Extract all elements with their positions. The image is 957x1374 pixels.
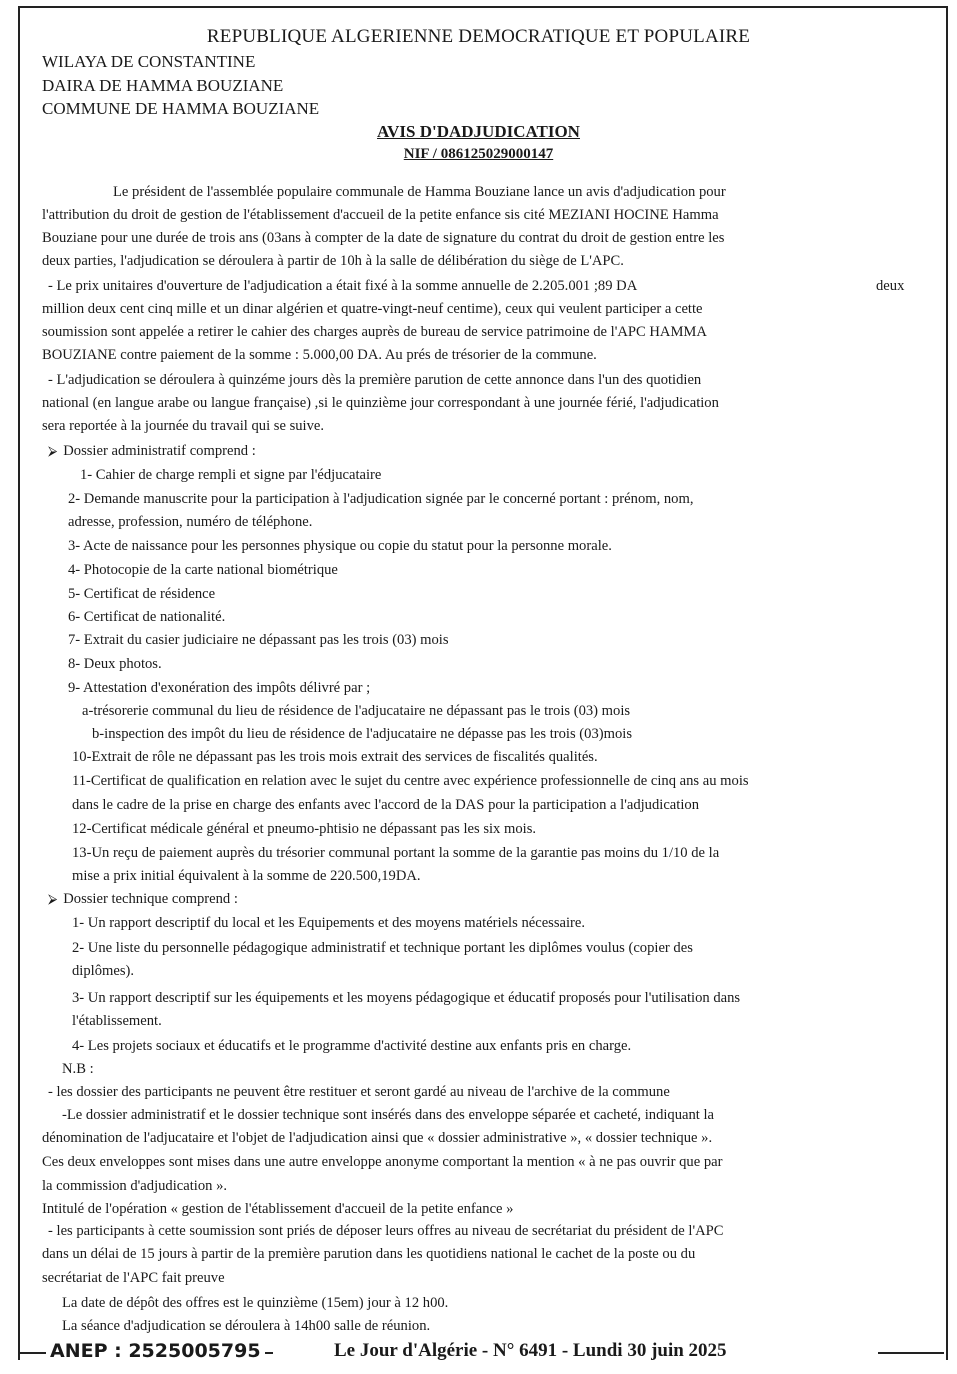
admin-item: 2- Demande manuscrite pour la participation à l'adjudication signée par le concerné portant : prénom, nom,: [68, 491, 694, 507]
nb-line: Ces deux enveloppes sont mises dans une autre enveloppe anonyme comportant la mention « à ne pas ouvrir que par: [42, 1154, 723, 1170]
daira-line: DAIRA DE HAMMA BOUZIANE: [42, 76, 284, 95]
wilaya-line: WILAYA DE CONSTANTINE: [42, 52, 256, 71]
price-line: - Le prix unitaires d'ouverture de l'adjudication a était fixé à la somme annuelle de 2.205.001 ;89 DA: [48, 278, 638, 294]
arrow-bullet-icon: ⮚: [48, 891, 58, 906]
commune-line: COMMUNE DE HAMMA BOUZIANE: [42, 99, 320, 118]
admin-item: 5- Certificat de résidence: [68, 586, 216, 602]
intro-line: deux parties, l'adjudication se déroulera à partir de 10h à la salle de délibération du siège de L'APC.: [42, 253, 624, 269]
footer-rule-left: [18, 1352, 48, 1354]
admin-item: 11-Certificat de qualification en relation avec le sujet du centre avec expérience professionnelle de cinq ans au mois: [72, 773, 749, 789]
admin-subitem: b-inspection des impôt du lieu de résidence de l'adjucataire ne dépasse pas les trois (03)mois: [92, 726, 633, 742]
intro-line: l'attribution du droit de gestion de l'établissement d'accueil de la petite enfance sis cité MEZIANI HOCINE Hamma: [42, 207, 719, 223]
anep-reference: ANEP : 2525005795: [46, 1340, 265, 1362]
nb-line: Intitulé de l'opération « gestion de l'établissement d'accueil de la petite enfance »: [42, 1201, 514, 1217]
admin-item: mise a prix initial équivalent à la somme de 220.500,19DA.: [72, 868, 421, 884]
schedule-line: - L'adjudication se déroulera à quinzéme jours dès la première parution de cette annonce dans l'un des quotidien: [48, 372, 702, 388]
admin-item: 8- Deux photos.: [68, 656, 162, 672]
tech-item: 2- Une liste du personnelle pédagogique administratif et technique portant les diplômes voulus (copier des: [72, 940, 693, 956]
price-line: BOUZIANE contre paiement de la somme : 5.000,00 DA. Au prés de trésorier de la commune.: [42, 347, 597, 363]
price-line: soumission sont appelée a retirer le cahier des charges auprès de bureau de service patrimoine de l'APC HAMMA: [42, 324, 707, 340]
price-line: million deux cent cinq mille et un dinar algérien et quatre-vingt-neuf centime), ceux qui veulent participer a cette: [42, 301, 703, 317]
newspaper-edition: Le Jour d'Algérie - N° 6491 - Lundi 30 juin 2025: [328, 1340, 733, 1362]
tech-item: diplômes).: [72, 963, 135, 979]
tech-dossier-heading: ⮚ Dossier technique comprend :: [48, 891, 238, 907]
deposit-date-line: La date de dépôt des offres est le quinzième (15em) jour à 12 h00.: [62, 1295, 449, 1311]
tech-item: 3- Un rapport descriptif sur les équipements et les moyens pédagogique et éducatif proposés pour l'utilisation dans: [72, 990, 741, 1006]
admin-item: 1- Cahier de charge rempli et signe par l'édjucataire: [80, 467, 382, 483]
tech-item: l'établissement.: [72, 1013, 162, 1029]
nb-label: N.B :: [62, 1061, 94, 1077]
admin-item: adresse, profession, numéro de téléphone.: [68, 514, 313, 530]
admin-dossier-heading: ⮚ Dossier administratif comprend :: [48, 443, 256, 459]
arrow-bullet-icon: ⮚: [48, 443, 58, 458]
nif-number: NIF / 086125029000147: [403, 146, 554, 162]
intro-line: Bouziane pour une durée de trois ans (03ans à compter de la date de signature du contrat du droit de gestion entre les: [42, 230, 725, 246]
admin-item: 13-Un reçu de paiement auprès du trésorier communal portant la somme de la garantie pas moins du 1/10 de la: [72, 845, 720, 861]
schedule-line: national (en langue arabe ou langue française) ,si le quinzième jour correspondant à une journée férié, l'adjudication: [42, 395, 719, 411]
nb-line: -Le dossier administratif et le dossier technique sont insérés dans des enveloppe séparée et cacheté, indiquant la: [62, 1107, 715, 1123]
admin-item: 12-Certificat médicale général et pneumo-phtisio ne dépassant pas les six mois.: [72, 821, 537, 837]
admin-item: 9- Attestation d'exonération des impôts délivré par ;: [68, 680, 371, 696]
admin-subitem: a-trésorerie communal du lieu de résidence de l'adjucataire ne dépassant pas le trois (03) mois: [82, 703, 631, 719]
nb-line: dénomination de l'adjucataire et l'objet de l'adjudication ainsi que « dossier administrative », « dossier technique ».: [42, 1130, 713, 1146]
admin-item: 3- Acte de naissance pour les personnes physique ou copie du statut pour la personne morale.: [68, 538, 612, 554]
nb-line: - les participants à cette soumission sont priés de déposer leurs offres au niveau de secrétariat du président de l'APC: [48, 1223, 724, 1239]
tech-item: 1- Un rapport descriptif du local et les Equipements et des moyens matériels nécessaire.: [72, 915, 586, 931]
admin-item: 10-Extrait de rôle ne dépassant pas les trois mois extrait des services de fiscalités qualités.: [72, 749, 598, 765]
admin-item: 4- Photocopie de la carte national biométrique: [68, 562, 338, 578]
price-line: deux: [876, 278, 905, 294]
admin-item: 7- Extrait du casier judiciaire ne dépassant pas les trois (03) mois: [68, 632, 449, 648]
notice-title: AVIS D'DADJUDICATION: [377, 122, 580, 141]
nb-line: la commission d'adjudication ».: [42, 1178, 228, 1194]
footer-rule-right: [878, 1352, 944, 1354]
session-time-line: La séance d'adjudication se déroulera à 14h00 salle de réunion.: [62, 1318, 431, 1334]
republic-header: REPUBLIQUE ALGERIENNE DEMOCRATIQUE ET POPULAIRE: [206, 26, 751, 47]
nb-line: dans un délai de 15 jours à partir de la première parution dans les quotidiens national le cachet de la poste ou du: [42, 1246, 696, 1262]
admin-item: 6- Certificat de nationalité.: [68, 609, 226, 625]
schedule-line: sera reportée à la journée du travail qui se suive.: [42, 418, 325, 434]
nb-line: secrétariat de l'APC fait preuve: [42, 1270, 225, 1286]
intro-line: Le président de l'assemblée populaire communale de Hamma Bouziane lance un avis d'adjudication pour: [113, 184, 726, 200]
admin-item: dans le cadre de la prise en charge des enfants avec l'accord de la DAS pour la participation a l'adjudication: [72, 797, 699, 813]
nb-line: - les dossier des participants ne peuvent être restituer et seront gardé au niveau de l'archive de la commune: [48, 1084, 670, 1100]
tech-item: 4- Les projets sociaux et éducatifs et le programme d'activité destine aux enfants pris en charge.: [72, 1038, 632, 1054]
notice-footer: [18, 1340, 944, 1364]
